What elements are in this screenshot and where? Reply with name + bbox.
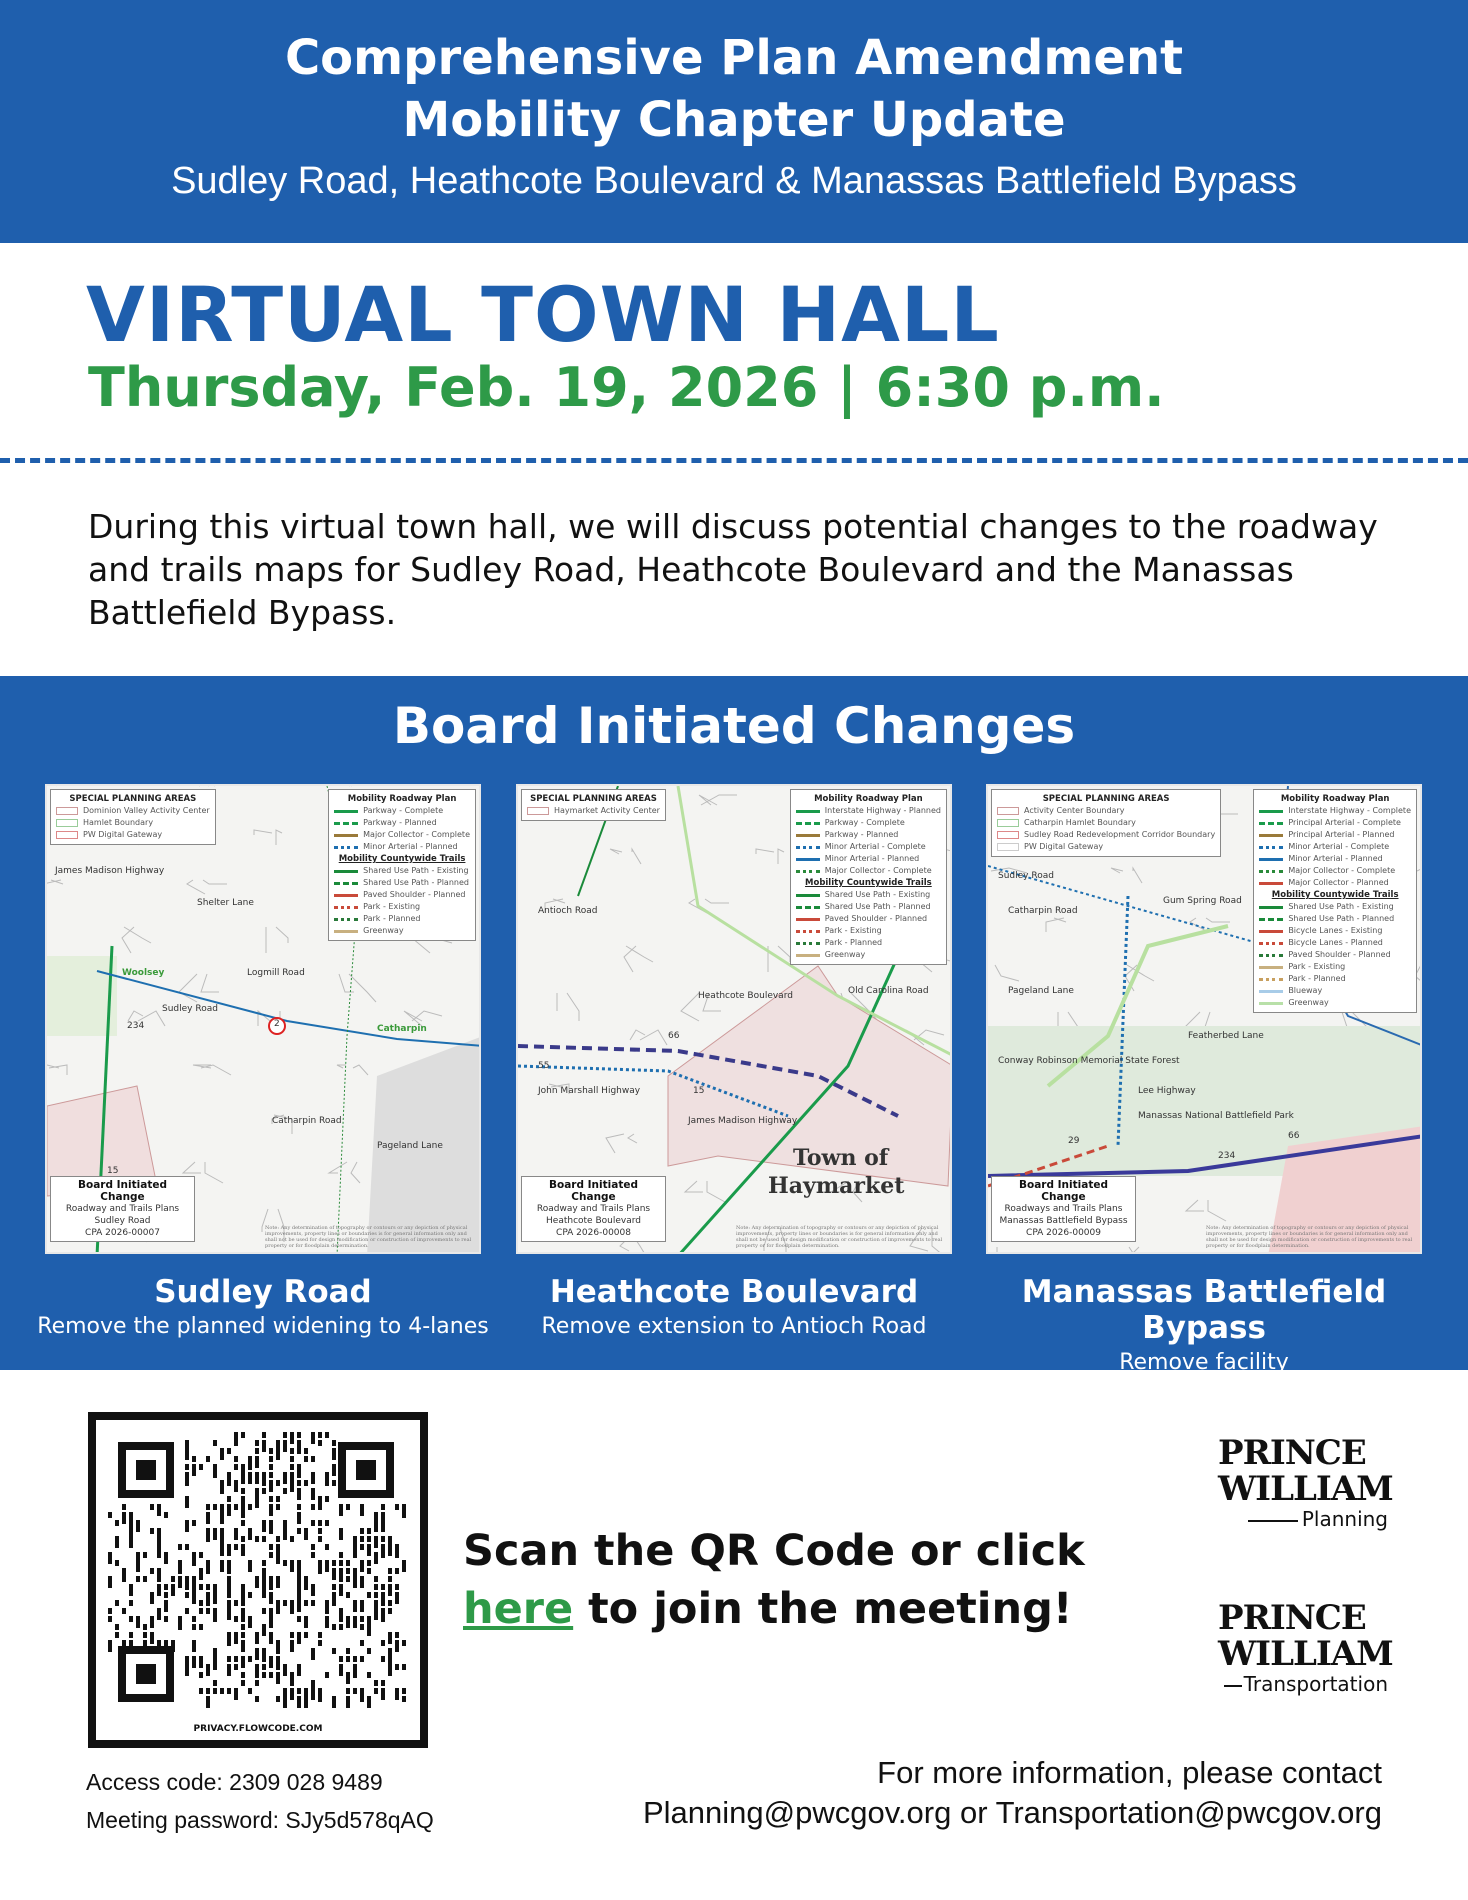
meeting-password: Meeting password: SJy5d578qAQ bbox=[86, 1807, 434, 1833]
box-title: Board Initiated Change bbox=[1019, 1179, 1108, 1203]
legend-item: Principal Arterial - Complete bbox=[1288, 818, 1401, 827]
legend-swatch bbox=[1259, 990, 1283, 993]
legend-swatch bbox=[1259, 942, 1283, 945]
legend-swatch bbox=[997, 819, 1019, 827]
legend-swatch bbox=[796, 906, 820, 909]
map-disclaimer: Note: Any determination of topography or contours or any depiction of physical improvements, property lines or boundaries is for general information only and shall not be used for design modification or construction of improvements to real property or for floodplain determination. bbox=[1206, 1225, 1413, 1249]
box-name: Sudley Road bbox=[94, 1216, 151, 1226]
pw-transportation-logo bbox=[1218, 1598, 1393, 1696]
map-label: 29 bbox=[1068, 1136, 1080, 1146]
map-label: Haymarket bbox=[768, 1173, 905, 1199]
legend-item: Principal Arterial - Planned bbox=[1288, 830, 1395, 839]
legend-item: Parkway - Complete bbox=[824, 818, 905, 827]
join-cta bbox=[463, 1522, 1085, 1638]
legend-swatch bbox=[997, 831, 1019, 839]
legend-swatch bbox=[796, 942, 820, 945]
legend-swatch bbox=[527, 807, 549, 815]
event-date: Thursday, Feb. 19, 2026 | 6:30 p.m. bbox=[88, 356, 1165, 419]
contact-line1: For more information, please contact bbox=[877, 1755, 1382, 1790]
legend-heading: Mobility Countywide Trails bbox=[805, 878, 932, 888]
map-label: Lee Highway bbox=[1138, 1086, 1196, 1096]
map-label: 234 bbox=[127, 1021, 145, 1031]
legend-heading: SPECIAL PLANNING AREAS bbox=[69, 794, 197, 804]
map-label: James Madison Highway bbox=[688, 1116, 798, 1126]
mobility-legend bbox=[1253, 789, 1417, 1013]
map-disclaimer: Note: Any determination of topography or contours or any depiction of physical improvements, property lines or boundaries is for general information only and shall not be used for design modification or construction of improvements to real property or for floodplain determination. bbox=[265, 1225, 472, 1249]
legend-item: Catharpin Hamlet Boundary bbox=[1024, 818, 1136, 827]
box-case: CPA 2026-00009 bbox=[1026, 1228, 1101, 1238]
qr-footer: PRIVACY.FLOWCODE.COM bbox=[193, 1724, 323, 1734]
legend-item: Bicycle Lanes - Planned bbox=[1288, 938, 1383, 947]
caption-title: Manassas Battlefield Bypass bbox=[1021, 1274, 1387, 1346]
caption-description: Remove facility bbox=[1119, 1350, 1289, 1375]
legend-item: Park - Planned bbox=[824, 938, 883, 947]
box-case: CPA 2026-00008 bbox=[556, 1228, 631, 1238]
map-label: Pageland Lane bbox=[1008, 986, 1074, 996]
legend-heading: Mobility Roadway Plan bbox=[814, 794, 923, 804]
map-caption bbox=[499, 1274, 969, 1339]
legend-item: Parkway - Complete bbox=[363, 806, 444, 815]
map-label: Woolsey bbox=[122, 968, 165, 978]
legend-item: Minor Arterial - Planned bbox=[824, 854, 920, 863]
legend-heading: Mobility Roadway Plan bbox=[347, 794, 457, 804]
legend-heading: SPECIAL PLANNING AREAS bbox=[1042, 794, 1170, 804]
legend-swatch bbox=[1259, 870, 1283, 873]
box-subtitle: Roadway and Trails Plans bbox=[65, 1204, 180, 1214]
join-meeting-link[interactable]: here bbox=[463, 1584, 574, 1634]
map-label: 2 bbox=[274, 1019, 280, 1029]
logo-sub: Planning bbox=[1301, 1507, 1388, 1531]
board-change-box bbox=[991, 1176, 1136, 1242]
legend-item: Major Collector - Complete bbox=[824, 866, 932, 875]
legend-heading: Mobility Countywide Trails bbox=[338, 854, 466, 864]
legend-item: Greenway bbox=[824, 950, 866, 959]
legend-swatch bbox=[334, 882, 358, 885]
legend-swatch bbox=[334, 810, 358, 813]
pw-planning-logo bbox=[1218, 1433, 1393, 1531]
map-label: 15 bbox=[693, 1086, 705, 1096]
legend-swatch bbox=[334, 834, 358, 837]
access-code: Access code: 2309 028 9489 bbox=[86, 1769, 383, 1795]
map-label: Featherbed Lane bbox=[1188, 1031, 1264, 1041]
legend-swatch bbox=[1259, 918, 1283, 921]
legend-swatch bbox=[796, 810, 820, 813]
logo-wordmark: PRINCE WILLIAM bbox=[1218, 1433, 1393, 1509]
special-planning-areas-legend bbox=[991, 789, 1221, 857]
legend-item: Shared Use Path - Planned bbox=[363, 878, 469, 887]
legend-item: Sudley Road Redevelopment Corridor Boundary bbox=[1024, 830, 1216, 839]
map-label: Conway Robinson Memorial State Forest bbox=[998, 1056, 1180, 1066]
legend-swatch bbox=[997, 807, 1019, 815]
map-label: James Madison Highway bbox=[55, 866, 165, 876]
legend-heading: Mobility Countywide Trails bbox=[1271, 890, 1399, 900]
caption-title: Heathcote Boulevard bbox=[549, 1274, 919, 1310]
legend-item: Paved Shoulder - Planned bbox=[824, 914, 928, 923]
map-caption bbox=[28, 1274, 498, 1339]
meeting-credentials bbox=[86, 1763, 434, 1839]
header-title-line1: Comprehensive Plan Amendment bbox=[284, 30, 1184, 86]
contact-info bbox=[643, 1753, 1382, 1833]
legend-swatch bbox=[334, 870, 358, 873]
legend-heading: Mobility Roadway Plan bbox=[1280, 794, 1390, 804]
map-label: Catharpin Road bbox=[272, 1116, 342, 1126]
legend-swatch bbox=[1259, 966, 1283, 969]
legend-item: Major Collector - Complete bbox=[1288, 866, 1396, 875]
legend-item: Shared Use Path - Existing bbox=[363, 866, 469, 875]
legend-swatch bbox=[1259, 846, 1283, 849]
map-label: Catharpin Road bbox=[1008, 906, 1078, 916]
legend-item: Minor Arterial - Complete bbox=[1288, 842, 1390, 851]
legend-swatch bbox=[1259, 882, 1283, 885]
legend-item: Park - Planned bbox=[1288, 974, 1346, 983]
legend-swatch bbox=[56, 807, 78, 815]
legend-swatch bbox=[1259, 810, 1283, 813]
legend-swatch bbox=[796, 858, 820, 861]
logo-rule bbox=[1248, 1520, 1298, 1522]
legend-item: Bicycle Lanes - Existing bbox=[1288, 926, 1383, 935]
map-label: Gum Spring Road bbox=[1163, 896, 1242, 906]
legend-item: Shared Use Path - Planned bbox=[1288, 914, 1395, 923]
legend-item: Minor Arterial - Complete bbox=[824, 842, 926, 851]
box-subtitle: Roadways and Trails Plans bbox=[1004, 1204, 1123, 1214]
legend-swatch bbox=[796, 822, 820, 825]
legend-item: Park - Existing bbox=[363, 902, 421, 911]
map-label: Sudley Road bbox=[998, 871, 1054, 881]
qr-code[interactable] bbox=[88, 1412, 428, 1748]
caption-description: Remove the planned widening to 4-lanes bbox=[37, 1314, 489, 1339]
legend-item: Paved Shoulder - Planned bbox=[363, 890, 466, 899]
box-title: Board Initiated Change bbox=[549, 1179, 638, 1203]
legend-item: Shared Use Path - Existing bbox=[1288, 902, 1394, 911]
contact-emails[interactable]: Planning@pwcgov.org or Transportation@pwcgov.org bbox=[642, 1795, 1382, 1830]
map-label: 66 bbox=[1288, 1131, 1300, 1141]
map-label: John Marshall Highway bbox=[538, 1086, 641, 1096]
legend-item: Park - Planned bbox=[363, 914, 421, 923]
legend-item: Major Collector - Planned bbox=[1288, 878, 1389, 887]
map-label: Sudley Road bbox=[162, 1004, 218, 1014]
event-title: VIRTUAL TOWN HALL bbox=[86, 270, 1000, 359]
legend-item: Paved Shoulder - Planned bbox=[1288, 950, 1391, 959]
map-1 bbox=[45, 784, 481, 1254]
legend-item: PW Digital Gateway bbox=[83, 830, 163, 839]
map-label: Catharpin bbox=[377, 1024, 427, 1034]
map-2 bbox=[516, 784, 952, 1254]
map-label: Shelter Lane bbox=[197, 898, 254, 908]
header-subtitle: Sudley Road, Heathcote Boulevard & Manassas Battlefield Bypass bbox=[171, 160, 1297, 202]
legend-item: Interstate Highway - Complete bbox=[1288, 806, 1411, 815]
legend-item: Activity Center Boundary bbox=[1024, 806, 1125, 815]
legend-item: Minor Arterial - Planned bbox=[363, 842, 458, 851]
legend-swatch bbox=[796, 930, 820, 933]
section-title: Board Initiated Changes bbox=[392, 697, 1076, 755]
legend-item: Haymarket Activity Center bbox=[554, 806, 660, 815]
legend-item: Shared Use Path - Existing bbox=[824, 890, 931, 899]
legend-swatch bbox=[1259, 858, 1283, 861]
map-label: Antioch Road bbox=[538, 906, 598, 916]
box-name: Manassas Battlefield Bypass bbox=[999, 1216, 1128, 1226]
header-title-line2: Mobility Chapter Update bbox=[402, 92, 1066, 148]
map-3 bbox=[986, 784, 1422, 1254]
map-caption bbox=[969, 1274, 1439, 1375]
map-label: 234 bbox=[1218, 1151, 1236, 1161]
legend-item: Blueway bbox=[1288, 986, 1323, 995]
legend-heading: SPECIAL PLANNING AREAS bbox=[530, 794, 657, 804]
legend-item: Parkway - Planned bbox=[824, 830, 899, 839]
caption-title: Sudley Road bbox=[154, 1274, 372, 1310]
legend-swatch bbox=[334, 906, 358, 909]
cta-line2: to join the meeting! bbox=[573, 1584, 1073, 1634]
legend-swatch bbox=[796, 846, 820, 849]
qr-pattern bbox=[96, 1420, 420, 1720]
legend-swatch bbox=[1259, 954, 1283, 957]
legend-swatch bbox=[796, 834, 820, 837]
legend-swatch bbox=[1259, 906, 1283, 909]
legend-swatch bbox=[334, 918, 358, 921]
mobility-legend bbox=[328, 789, 476, 941]
legend-item: Shared Use Path - Planned bbox=[824, 902, 931, 911]
header-banner bbox=[0, 0, 1468, 243]
map-label: Heathcote Boulevard bbox=[698, 991, 793, 1001]
dashed-divider bbox=[0, 458, 1468, 463]
legend-item: Minor Arterial - Planned bbox=[1288, 854, 1383, 863]
box-subtitle: Roadway and Trails Plans bbox=[536, 1204, 651, 1214]
box-title: Board Initiated Change bbox=[78, 1179, 167, 1203]
map-label: 66 bbox=[668, 1031, 680, 1041]
map-label: Town of bbox=[793, 1145, 889, 1171]
box-name: Heathcote Boulevard bbox=[546, 1216, 641, 1226]
intro-text: During this virtual town hall, we will discuss potential changes to the roadway and trails maps for Sudley Road, Heathcote Boulevard and the Manassas Battlefield Bypass. bbox=[88, 507, 1378, 632]
board-change-box bbox=[521, 1176, 666, 1242]
special-planning-areas-legend bbox=[50, 789, 216, 845]
legend-item: Hamlet Boundary bbox=[83, 818, 154, 827]
legend-swatch bbox=[1259, 1002, 1283, 1005]
legend-item: Major Collector - Complete bbox=[363, 830, 470, 839]
logo-sub: Transportation bbox=[1243, 1672, 1388, 1696]
legend-swatch bbox=[1259, 930, 1283, 933]
caption-description: Remove extension to Antioch Road bbox=[541, 1314, 927, 1339]
board-change-box bbox=[50, 1176, 195, 1242]
map-disclaimer: Note: Any determination of topography or contours or any depiction of physical improvements, property lines or boundaries is for general information only and shall not be used for design modification or construction of improvements to real property or for floodplain determination. bbox=[736, 1225, 943, 1249]
map-label: Manassas National Battlefield Park bbox=[1138, 1111, 1294, 1121]
legend-swatch bbox=[796, 954, 820, 957]
map-label: Logmill Road bbox=[247, 968, 305, 978]
special-planning-areas-legend bbox=[521, 789, 666, 821]
legend-swatch bbox=[334, 894, 358, 897]
legend-item: Interstate Highway - Planned bbox=[824, 806, 941, 815]
legend-item: Greenway bbox=[1288, 998, 1329, 1007]
map-label: 15 bbox=[107, 1166, 119, 1176]
legend-item: Parkway - Planned bbox=[363, 818, 437, 827]
map-label: 55 bbox=[538, 1061, 550, 1071]
legend-item: Park - Existing bbox=[824, 926, 882, 935]
logo-rule bbox=[1224, 1685, 1242, 1687]
legend-swatch bbox=[56, 831, 78, 839]
legend-swatch bbox=[1259, 834, 1283, 837]
legend-swatch bbox=[796, 918, 820, 921]
legend-item: Park - Existing bbox=[1288, 962, 1346, 971]
legend-item: Dominion Valley Activity Center bbox=[83, 806, 210, 815]
map-label: Old Carolina Road bbox=[848, 986, 929, 996]
box-case: CPA 2026-00007 bbox=[85, 1228, 160, 1238]
legend-swatch bbox=[997, 843, 1019, 851]
legend-swatch bbox=[796, 870, 820, 873]
cta-line1: Scan the QR Code or click bbox=[463, 1526, 1085, 1576]
legend-item: Greenway bbox=[363, 926, 404, 935]
legend-item: PW Digital Gateway bbox=[1024, 842, 1104, 851]
logo-wordmark: PRINCE WILLIAM bbox=[1218, 1598, 1393, 1674]
legend-swatch bbox=[796, 894, 820, 897]
map-label: Pageland Lane bbox=[377, 1141, 443, 1151]
legend-swatch bbox=[1259, 978, 1283, 981]
legend-swatch bbox=[334, 822, 358, 825]
legend-swatch bbox=[56, 819, 78, 827]
mobility-legend bbox=[790, 789, 947, 965]
legend-swatch bbox=[1259, 822, 1283, 825]
legend-swatch bbox=[334, 930, 358, 933]
legend-swatch bbox=[334, 846, 358, 849]
